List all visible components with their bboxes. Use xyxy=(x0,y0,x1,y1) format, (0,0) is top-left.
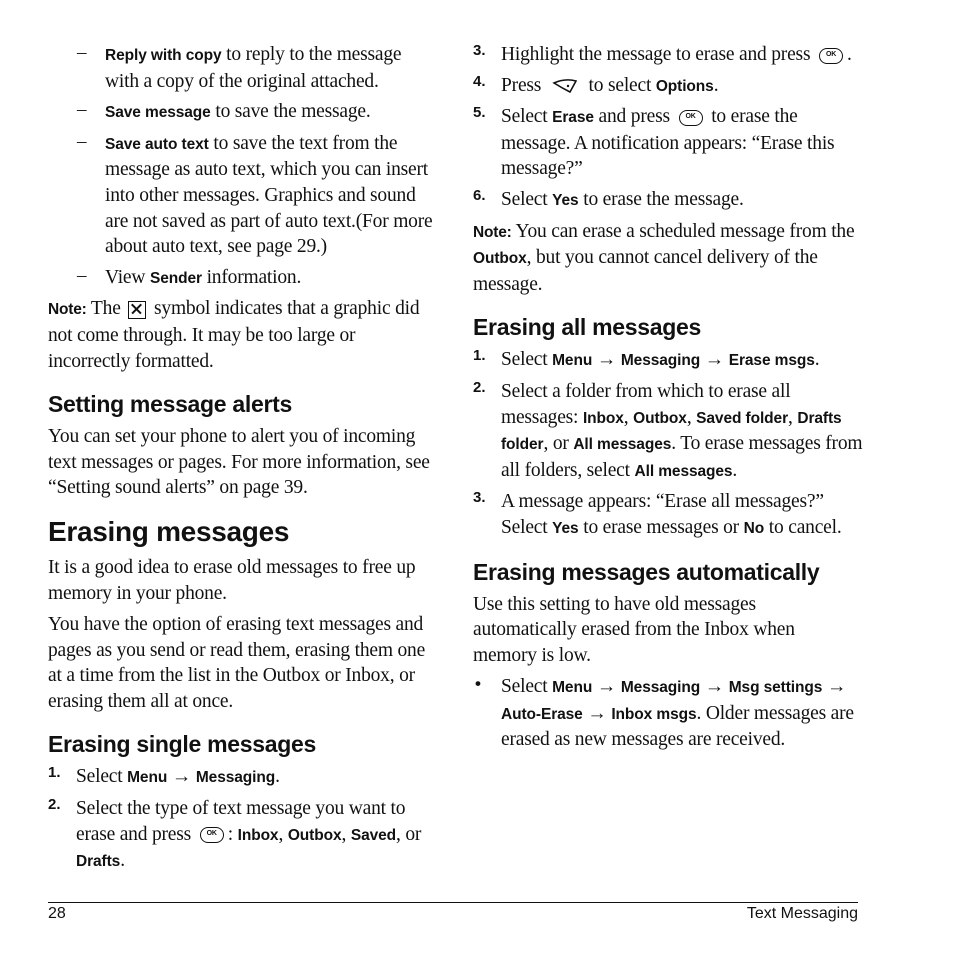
erasing-para-1: It is a good idea to erase old messages to free up memory in your phone. xyxy=(48,556,416,604)
heading-erasing-all-messages: Erasing all messages xyxy=(473,314,701,341)
heading-erasing-messages: Erasing messages xyxy=(48,515,290,547)
step-3: 3. Highlight the message to erase and press OK. xyxy=(473,42,863,68)
ok-key-icon xyxy=(819,48,843,64)
single-step-2: 2. Select the type of text message you want to erase and press OK: Inbox, Outbox, Saved, or Drafts. xyxy=(48,796,438,875)
auto-bullet: • Select Menu → Messaging → Msg settings → Auto-Erase → Inbox msgs. Older messages are erased as new messages are received. xyxy=(475,674,854,751)
term-reply-with-copy: Reply with copy xyxy=(105,47,222,64)
term-sender: Sender xyxy=(149,269,202,287)
single-step-1: 1. Select Menu → Messaging. xyxy=(48,764,280,788)
option-save-auto-text: – Save auto text to save the text from the message as auto text, which you can insert into other messages. Graphics and sound are not saved as part of auto text.(For more about auto text, see page 29.) xyxy=(77,130,433,258)
right-softkey-icon xyxy=(552,77,578,95)
right-column xyxy=(473,42,863,758)
note-graphic: Note: The symbol indicates that a graphic did not come through. It may be too large or incorrectly formatted. xyxy=(48,298,420,372)
heading-erasing-single-messages: Erasing single messages xyxy=(48,731,316,758)
term-save-message: Save message xyxy=(105,104,211,122)
heading-erasing-messages-automatically: Erasing messages automatically xyxy=(473,558,820,585)
footer-rule xyxy=(48,902,858,903)
page-number: 28 xyxy=(48,905,66,922)
auto-text: Use this setting to have old messages automatically erased from the Inbox when memory is low. xyxy=(473,593,795,666)
step-6: 6. Select Yes to erase the message. xyxy=(473,186,744,210)
ok-key-icon xyxy=(679,110,703,126)
heading-setting-message-alerts: Setting message alerts xyxy=(48,391,292,418)
missing-graphic-icon xyxy=(128,301,146,319)
option-save-message: – Save message to save the message. xyxy=(77,99,371,123)
term-save-auto-text: Save auto text xyxy=(105,135,209,153)
erasing-para-2: You have the option of erasing text messages and pages as you send or read them, erasing them one at a time from the list in the Outbox or Inbox, or erasing them all at once. xyxy=(48,614,426,712)
ok-key-icon xyxy=(200,827,224,843)
option-reply-with-copy: – Reply with copy to reply to the message with a copy of the original attached. xyxy=(77,42,402,92)
step-4: 4. Press to select Options. xyxy=(473,72,719,96)
all-step-1: 1. Select Menu → Messaging → Erase msgs. xyxy=(473,347,820,371)
alerts-text: You can set your phone to alert you of incoming text messages or pages. For more information, see “Setting sound alerts” on page 39. xyxy=(48,426,430,499)
note-scheduled: Note: You can erase a scheduled message from the Outbox, but you cannot cancel delivery of the message. xyxy=(473,220,855,295)
all-step-2: 2. Select a folder from which to erase all messages: Inbox, Outbox, Saved folder, Drafts folder, or All messages. To erase messages from all folders, select All messages. xyxy=(473,378,863,481)
section-title: Text Messaging xyxy=(746,905,858,922)
option-view-sender: – View Sender information. xyxy=(77,264,302,288)
step-5: 5. Select Erase and press OK to erase the message. A notification appears: “Erase this message?” xyxy=(473,104,863,182)
left-column xyxy=(48,42,438,880)
all-step-3: 3. A message appears: “Erase all messages?” Select Yes to erase messages or No to cancel. xyxy=(473,489,842,538)
